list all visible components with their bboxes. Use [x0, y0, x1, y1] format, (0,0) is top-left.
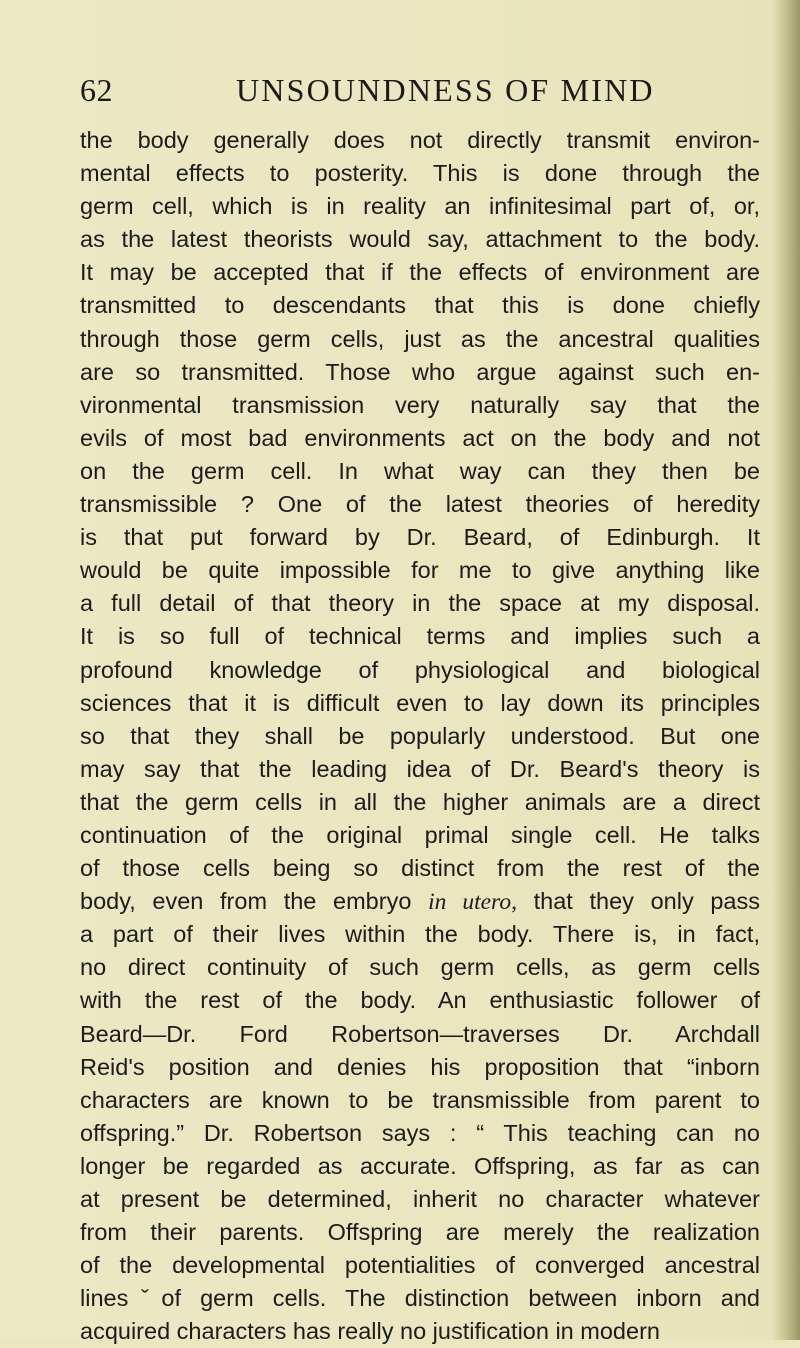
page-edge-shadow	[772, 0, 800, 1340]
text-line: offspring.” Dr. Robertson says : “ This teaching can no	[80, 1119, 760, 1146]
body-text	[80, 124, 760, 1348]
text-line: from their parents. Offspring are merely the realization	[80, 1219, 760, 1246]
text-line: evils of most bad environments act on the body and not	[80, 424, 760, 451]
page-number: 62	[80, 72, 113, 108]
text-line: sciences that it is difficult even to lay down its principles	[80, 689, 760, 716]
text-line: a full detail of that theory in the space at my disposal.	[80, 590, 760, 617]
text-line: profound knowledge of physiological and biological	[80, 656, 760, 683]
text-line: transmissible ? One of the latest theories of heredity	[80, 491, 760, 518]
text-line: are so transmitted. Those who argue against such en-	[80, 358, 760, 385]
text-segment: that they only pass	[533, 888, 761, 915]
text-line: that the germ cells in all the higher animals are a direct	[80, 788, 760, 815]
text-line: of those cells being so distinct from the rest of the	[80, 855, 760, 882]
text-line: continuation of the original primal single cell. He talks	[80, 821, 760, 848]
text-line: It is so full of technical terms and implies such a	[80, 623, 760, 650]
text-line: on the germ cell. In what way can they then be	[80, 457, 760, 484]
text-line: of the developmental potentialities of converged ancestral	[80, 1252, 760, 1279]
text-line: longer be regarded as accurate. Offspring, as far as can	[80, 1152, 760, 1179]
text-line: characters are known to be transmissible from parent to	[80, 1086, 760, 1113]
text-line: Beard—Dr. Ford Robertson—traverses Dr. Archdall	[80, 1020, 760, 1047]
text-line: linesˇof germ cells. The distinction between inborn and	[80, 1285, 760, 1312]
text-line: at present be determined, inherit no character whatever	[80, 1186, 760, 1212]
text-line: is that put forward by Dr. Beard, of Edinburgh. It	[80, 524, 760, 551]
text-line: transmitted to descendants that this is done chiefly	[80, 292, 760, 319]
text-line: so that they shall be popularly understood. But one	[80, 722, 760, 749]
text-line: mental effects to posterity. This is done through the	[80, 160, 760, 187]
text-line: as the latest theorists would say, attachment to the body.	[80, 226, 760, 253]
text-line: no direct continuity of such germ cells, as germ cells	[80, 954, 760, 981]
italic-phrase: in utero,	[428, 889, 517, 916]
running-head: UNSOUNDNESS OF MIND	[236, 72, 655, 108]
text-line: would be quite impossible for me to give anything like	[80, 557, 760, 584]
text-line: may say that the leading idea of Dr. Beard's theory is	[80, 755, 760, 782]
text-segment: body, even from the embryo	[80, 888, 412, 915]
text-line: Reid's position and denies his proposition that “inborn	[80, 1053, 760, 1080]
text-line: acquired characters has really no justification in modern	[80, 1318, 660, 1345]
text-line: It may be accepted that if the effects of environment are	[80, 259, 760, 286]
text-line: a part of their lives within the body. There is, in fact,	[80, 921, 760, 948]
text-line: the body generally does not directly transmit environ-	[80, 127, 760, 153]
text-line: vironmental transmission very naturally say that the	[80, 391, 760, 418]
text-line: germ cell, which is in reality an infinitesimal part of, or,	[80, 193, 760, 220]
text-line-mixed	[80, 885, 760, 918]
text-line: with the rest of the body. An enthusiastic follower of	[80, 987, 760, 1014]
text-line: through those germ cells, just as the ancestral qualities	[80, 325, 760, 352]
page-header	[0, 72, 800, 122]
